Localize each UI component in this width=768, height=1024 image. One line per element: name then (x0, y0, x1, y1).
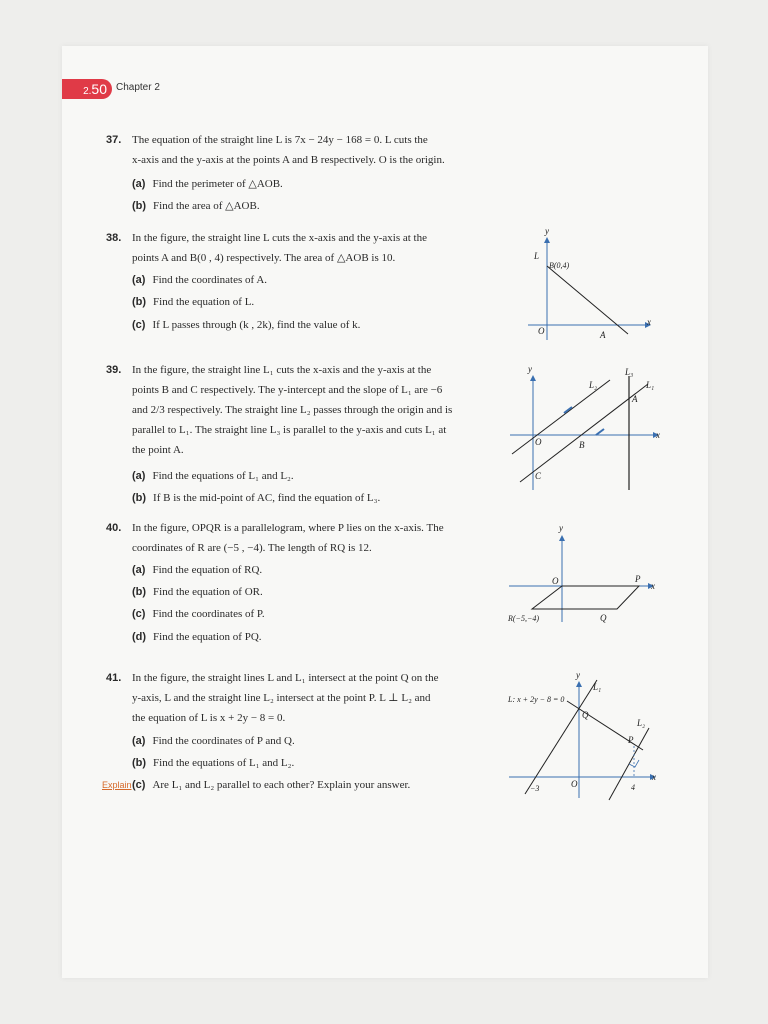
question-stem: In the figure, the straight lines L and L₁ intersect at the point Q on the y-axis, L and the straight line L₂ intersect at the point P. L ⊥ L₂ and the equation of L is x + 2y − 8 = 0. (132, 672, 439, 724)
x-tick-4: 4 (631, 783, 635, 792)
line-L-label: L (534, 251, 540, 261)
part-c: (c) Find the coordinates of P. (132, 608, 265, 620)
question-number: 41. (106, 672, 122, 684)
chapter-title: Chapter 2 (116, 82, 160, 93)
question-stem: In the figure, the straight line L cuts the x-axis and the y-axis at the points A and B(0 , 4) respectively. The area of △AOB is 10. (132, 232, 427, 264)
point-R-label: R(−5,−4) (508, 614, 540, 623)
part-b: (b) Find the equation of L. (132, 296, 255, 308)
axis-x-label: x (647, 317, 651, 327)
figure-q39 (508, 362, 668, 492)
line-L1-label: L₁ (593, 682, 602, 692)
line-L-equation: L: x + 2y − 8 = 0 (508, 695, 565, 704)
part-a: (a) Find the perimeter of △AOB. (132, 178, 283, 190)
point-B-label: B(0,4) (549, 261, 570, 270)
question-stem: The equation of the straight line L is 7x − 24y − 168 = 0. L cuts the x-axis and the y-axis at the points A and B respectively. O is the origin. (132, 134, 445, 166)
question-number: 38. (106, 232, 122, 244)
axis-y-label: y (559, 523, 563, 533)
page-number-badge: 2.50 (62, 79, 112, 99)
explain-tag: Explain (102, 780, 132, 790)
part-c: (c) Are L₁ and L₂ parallel to each other? Explain your answer. (132, 779, 411, 791)
question-number: 40. (106, 522, 122, 534)
point-A-label: A (632, 394, 638, 404)
line-L3-label: L₃ (625, 367, 634, 377)
axis-x-label: x (652, 772, 656, 782)
part-b: (b) If B is the mid-point of AC, find the equation of L₃. (132, 492, 381, 504)
part-b: (b) Find the equation of OR. (132, 586, 263, 598)
point-Q-label: Q (600, 613, 607, 623)
origin-label: O (571, 779, 578, 789)
point-A-label: A (600, 330, 606, 340)
part-c: (c) If L passes through (k , 2k), find the value of k. (132, 319, 361, 331)
figure-q40 (505, 522, 665, 632)
origin-label: O (538, 326, 545, 336)
question-stem: In the figure, OPQR is a parallelogram, where P lies on the x-axis. The coordinates of R are (−5 , −4). The length of RQ is 12. (132, 522, 444, 554)
part-a: (a) Find the coordinates of P and Q. (132, 735, 295, 747)
figure-q38 (520, 222, 660, 342)
figure-q41 (505, 668, 665, 803)
axis-y-label: y (576, 670, 580, 680)
question-number: 37. (106, 134, 122, 146)
part-a: (a) Find the coordinates of A. (132, 274, 268, 286)
part-a: (a) Find the equations of L₁ and L₂. (132, 470, 294, 482)
axis-y-label: y (545, 226, 549, 236)
point-Q-label: Q (582, 710, 589, 720)
axis-x-label: x (651, 581, 655, 591)
x-intercept-neg3: −3 (530, 784, 540, 793)
point-P-label: P (628, 735, 634, 745)
axis-y-label: y (528, 364, 532, 374)
line-L1-label: L₁ (646, 380, 655, 390)
question-number: 39. (106, 364, 122, 376)
part-a: (a) Find the equation of RQ. (132, 564, 263, 576)
axis-x-label: x (656, 430, 660, 440)
origin-label: O (535, 437, 542, 447)
part-b: (b) Find the area of △AOB. (132, 200, 260, 212)
point-C-label: C (535, 471, 542, 481)
point-P-label: P (635, 574, 641, 584)
origin-label: O (552, 576, 559, 586)
line-L2-label: L₂ (589, 380, 598, 390)
question-stem: In the figure, the straight line L₁ cuts the x-axis and the y-axis at the points B and C respectively. The y-intercept and the slope of L₁ are −6 and 2/3 respectively. The straight line L₂ passes through the origin and is parallel to L₁. The straight line L₃ is parallel to the y-axis and cuts L₁ at the point A. (132, 364, 453, 456)
point-B-label: B (579, 440, 585, 450)
part-d: (d) Find the equation of PQ. (132, 631, 262, 643)
part-b: (b) Find the equations of L₁ and L₂. (132, 757, 295, 769)
line-L2-label: L₂ (637, 718, 646, 728)
